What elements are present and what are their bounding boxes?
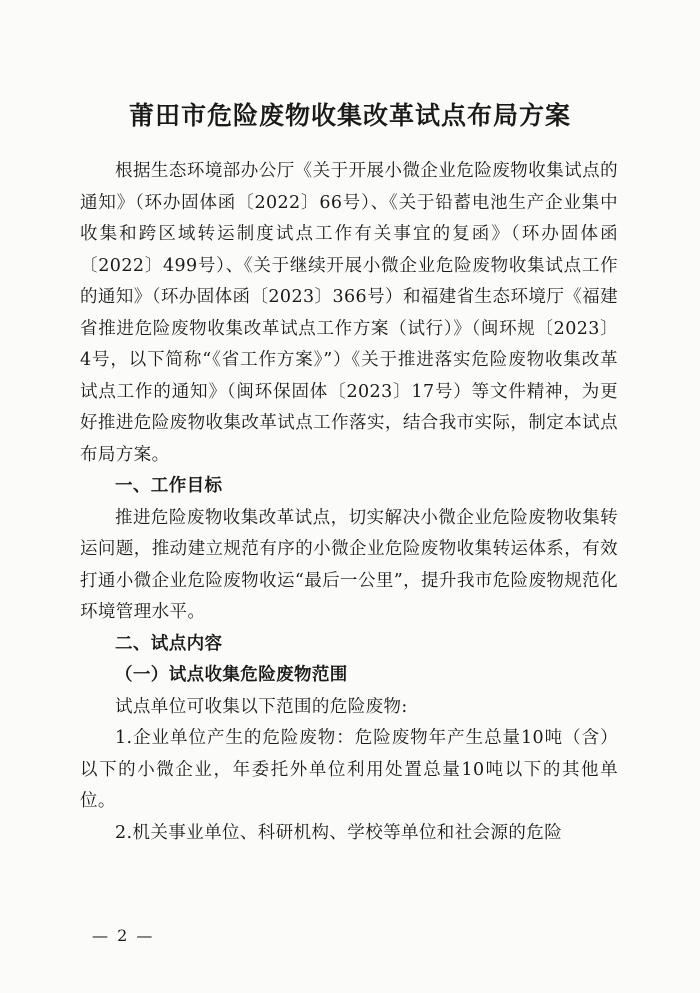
document-title: 莆田市危险废物收集改革试点布局方案 xyxy=(128,101,571,130)
section-heading-pilot-content: 二、试点内容 xyxy=(115,633,223,654)
list-item-institution-waste: 2.机关事业单位、科研机构、学校等单位和社会源的危险 xyxy=(115,822,563,843)
list-item-enterprise-waste: 1.企业单位产生的危险废物：危险废物年产生总量10吨（含）以下的小微企业，年委托外单位利用处置总量10吨以下的其他单位。 xyxy=(80,728,618,811)
section-heading-work-goal: 一、工作目标 xyxy=(115,476,223,496)
work-goal-paragraph: 推进危险废物收集改革试点，切实解决小微企业危险废物收集转运问题，推动建立规范有序的小微企业危险废物收集转运体系，有效打通小微企业危险废物收运“最后一公里”，提升我市危险废物规范化环境管理水平。 xyxy=(80,507,618,622)
page-number: — 2 — xyxy=(92,926,155,945)
subsection-heading-collection-scope: （一）试点收集危险废物范围 xyxy=(115,665,348,685)
document-body xyxy=(80,156,618,849)
collection-scope-intro: 试点单位可收集以下范围的危险废物: xyxy=(115,696,408,717)
intro-paragraph: 根据生态环境部办公厅《关于开展小微企业危险废物收集试点的通知》（环办固体函〔2022〕66号）、《关于铅蓄电池生产企业集中收集和跨区域转运制度试点工作有关事宜的复函》（环办固体函〔2022〕499号）、《关于继续开展小微企业危险废物收集试点工作的通知》（环办固体函〔2023〕366号）和福建省生态环境厅《福建省推进危险废物收集改革试点工作方案（试行）》（闽环规〔2023〕4号，以下简称“《省工作方案》”）《关于推进落实危险废物收集改革试点工作的通知》（闽环保固体〔2023〕17号）等文件精神，为更好推进危险废物收集改革试点工作落实，结合我市实际，制定本试点布局方案。 xyxy=(80,161,618,465)
